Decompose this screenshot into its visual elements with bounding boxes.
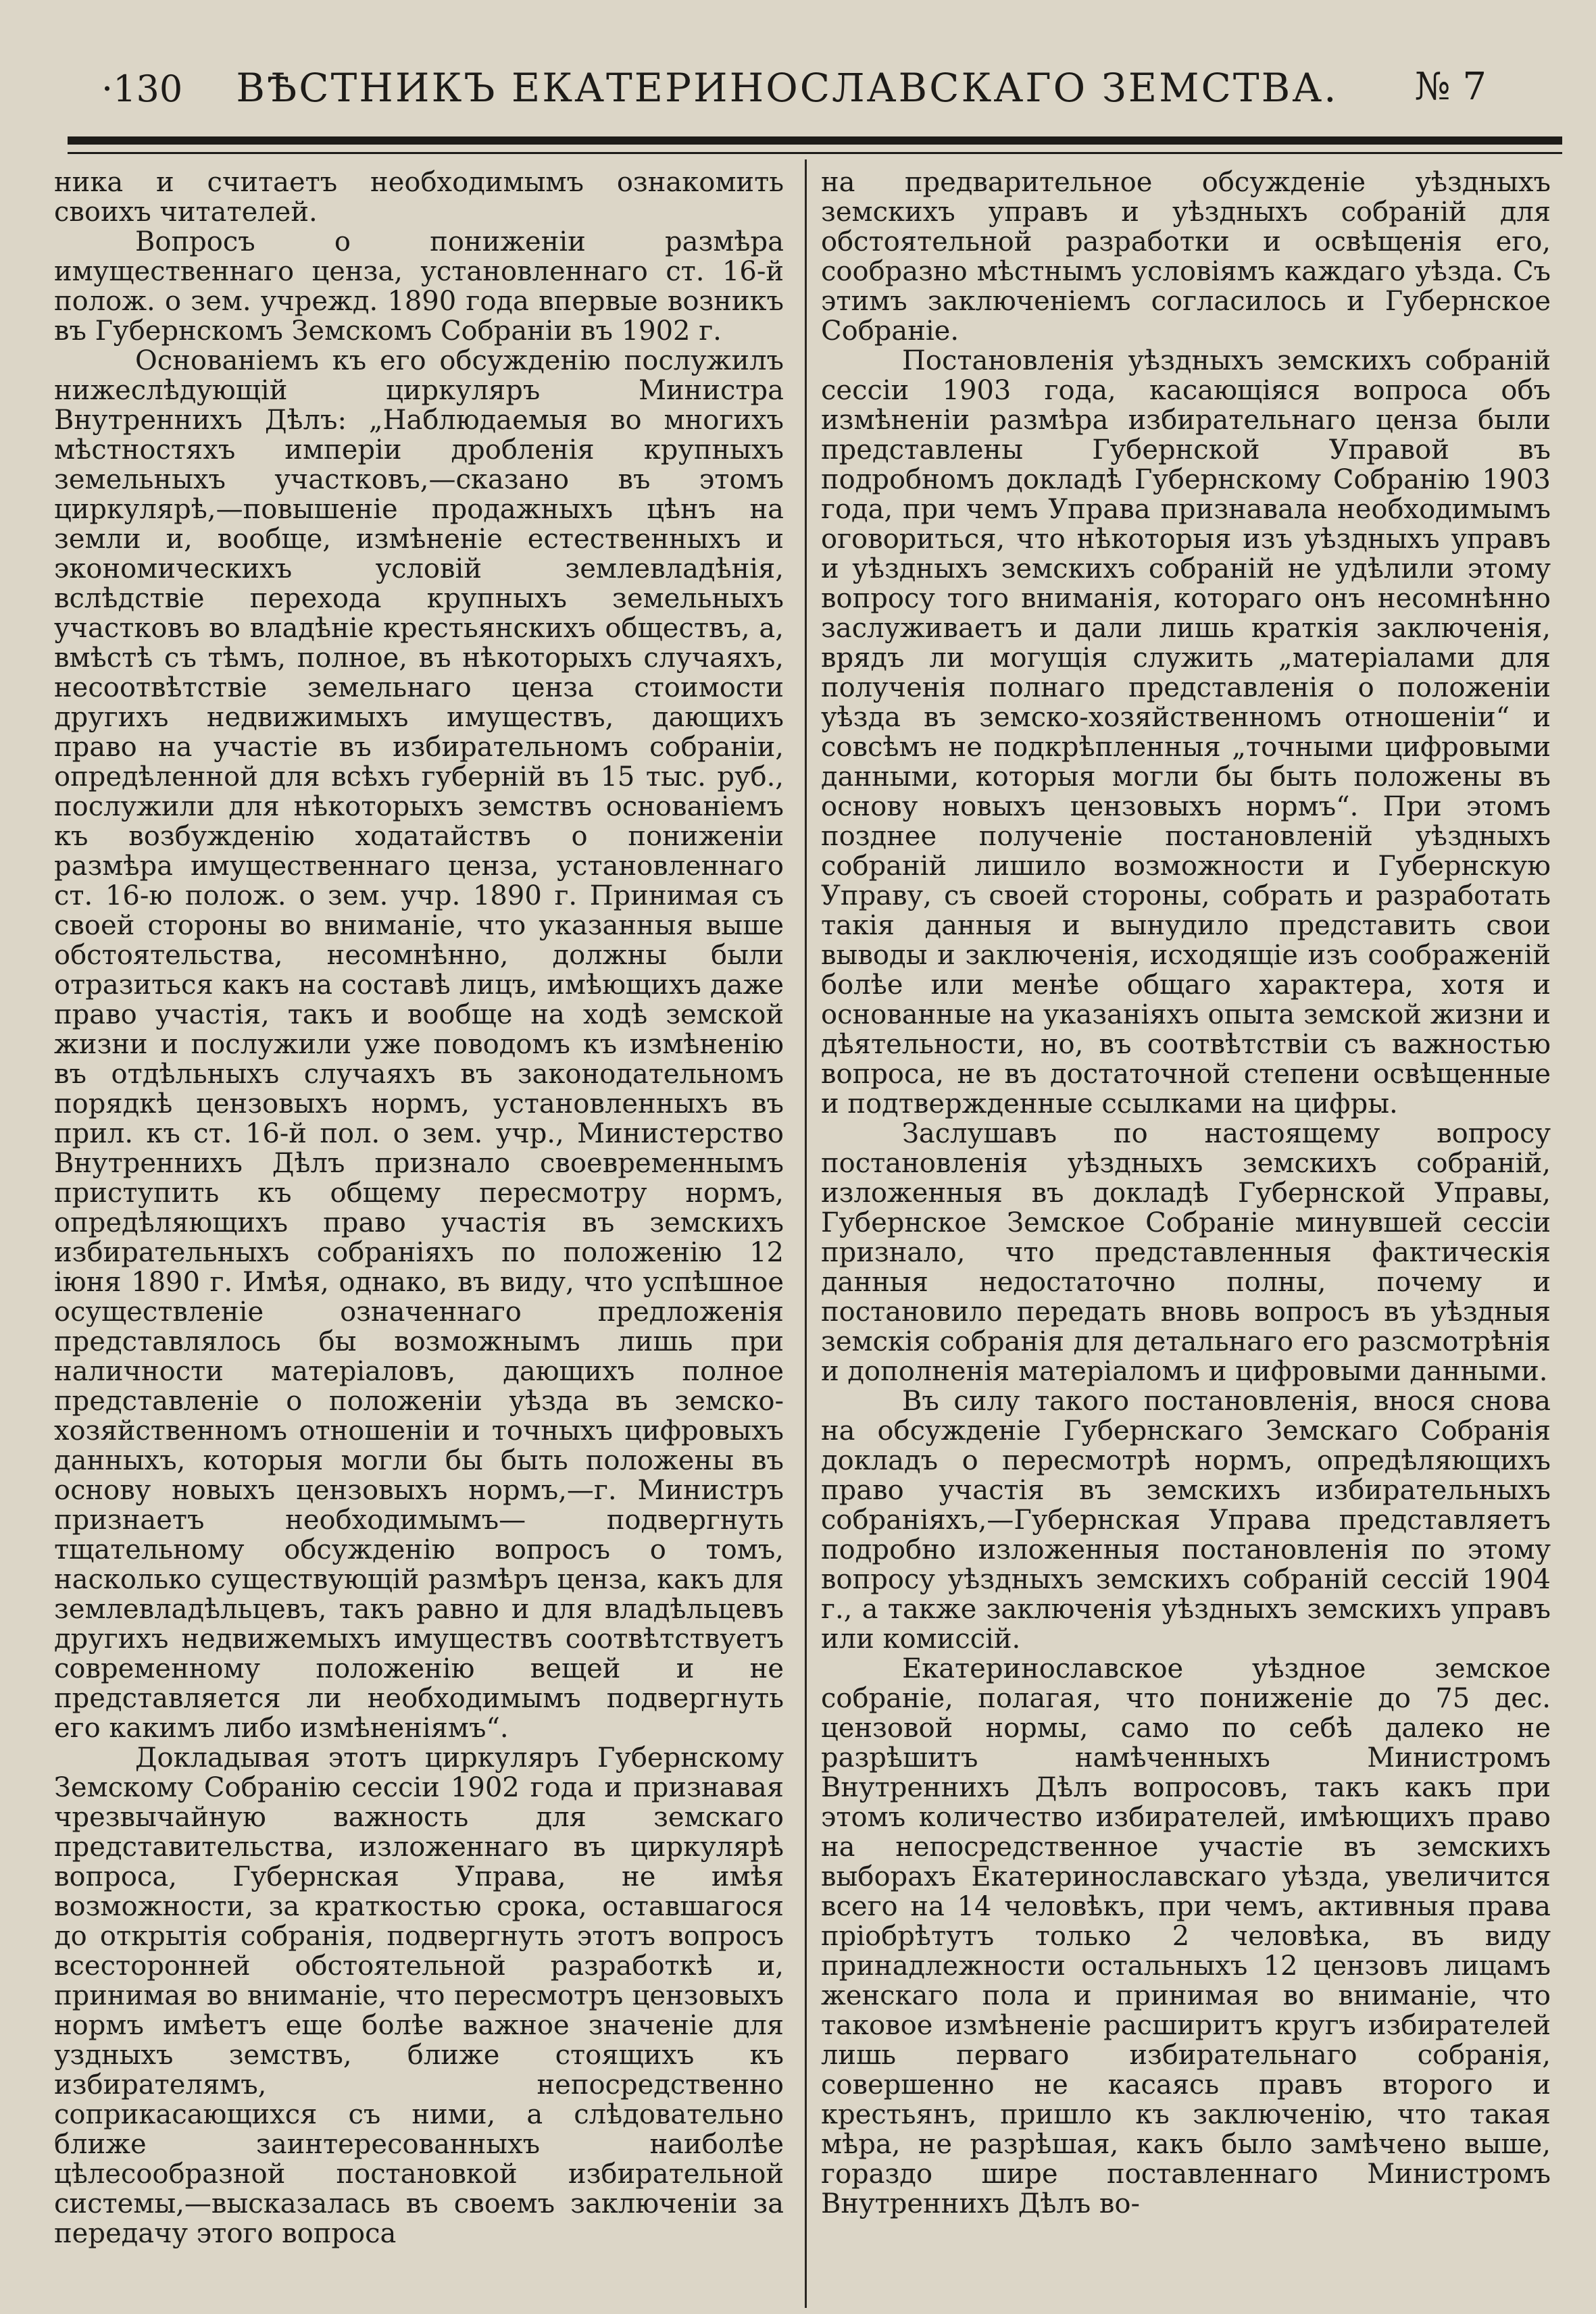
paragraph: Докладывая этотъ циркуляръ Губернскому Земскому Собранію сессіи 1902 года и признавая чрезвычайную важность для земскаго представительства, изложеннаго въ циркулярѣ вопроса, Губернская Управа, не имѣя возможности, за краткостью срока, оставшагося до открытія собранія, подвергнуть этотъ вопросъ всесторонней обстоятельной разработкѣ и, принимая во вниманіе, что пересмотръ цензовыхъ нормъ имѣетъ еще болѣе важное значеніе для уздныхъ земствъ, ближе стоящихъ къ избирателямъ, непосредственно соприкасающихся съ ними, а слѣдовательно ближе заинтересованныхъ наиболѣе цѣлесообразной постановкой избирательной системы,—высказалась въ своемъ заключеніи за передачу этого вопроса [54, 1742, 784, 2249]
paragraph: Въ силу такого постановленія, внося снова на обсужденіе Губернскаго Земскаго Собранія докладъ о пересмотрѣ нормъ, опредѣляющихъ право участія въ земскихъ избирательныхъ собраніяхъ,—Губернская Управа представляетъ подробно изложенныя постановленія по этому вопросу уѣздныхъ земскихъ собраній сессій 1904 г., а также заключенія уѣздныхъ земскихъ управъ или комиссій. [821, 1386, 1551, 1655]
paragraph: Вопросъ о пониженіи размѣра имущественнаго ценза, установленнаго ст. 16-й полож. о зем. учрежд. 1890 года впервые возникъ въ Губернскомъ Земскомъ Собраніи въ 1902 г. [54, 226, 784, 347]
header-rule-thick [68, 136, 1562, 145]
paragraph: Екатеринославское уѣздное земское собраніе, полагая, что пониженіе до 75 дес. цензовой нормы, само по себѣ далеко не разрѣшитъ намѣченныхъ Министромъ Внутреннихъ Дѣлъ вопросовъ, такъ какъ при этомъ количество избирателей, имѣющихъ право на непосредственное участіе въ земскихъ выборахъ Екатеринославскаго уѣзда, увеличится всего на 14 человѣкъ, при чемъ, активныя права пріобрѣтутъ только 2 человѣка, въ виду принадлежности остальныхъ 12 цензовъ лицамъ женскаго пола и принимая во вниманіе, что таковое измѣненіе расширитъ кругъ избирателей лишь перваго избирательнаго собранія, совершенно не касаясь правъ второго и крестьянъ, пришло къ заключенію, что такая мѣра, не разрѣшая, какъ было замѣчено выше, гораздо шире поставленнаго Министромъ Внутреннихъ Дѣлъ во- [821, 1653, 1551, 2219]
page-number: ·130 [101, 68, 183, 110]
paragraph: Постановленія уѣздныхъ земскихъ собраній сессіи 1903 года, касающіяся вопроса объ измѣненіи размѣра избирательнаго ценза были представлены Губернской Управой въ подробномъ докладѣ Губернскому Собранію 1903 года, при чемъ Управа признавала необходимымъ оговориться, что нѣкоторыя изъ уѣздныхъ управъ и уѣздныхъ земскихъ собраній не удѣлили этому вопросу того вниманія, котораго онъ несомнѣнно заслуживаетъ и дали лишь краткія заключенія, врядъ ли могущія служить „матеріалами для полученія полнаго представленія о положеніи уѣзда въ земско-хозяйственномъ отношеніи“ и совсѣмъ не подкрѣпленныя „точными цифровыми данными, которыя могли бы быть положены въ основу новыхъ цензовыхъ нормъ“. При этомъ позднее полученіе постановленій уѣздныхъ собраній лишило возможности и Губернскую Управу, съ своей стороны, собрать и разработать такія данныя и вынудило представить свои выводы и заключенія, исходящіе изъ соображеній болѣе или менѣе общаго характера, хотя и основанные на указаніяхъ опыта земской жизни и дѣятельности, но, въ соотвѣтствіи съ важностью вопроса, не въ достаточной степени освѣщенные и подтвержденные ссылками на цифры. [821, 345, 1551, 1120]
issue-number: № 7 [1414, 65, 1487, 109]
right-column [821, 168, 1551, 2219]
header-rule-thin [68, 152, 1562, 154]
page-header [74, 61, 1500, 122]
column-divider [805, 159, 807, 2308]
left-column [54, 168, 784, 2248]
paragraph: на предварительное обсужденіе уѣздныхъ земскихъ управъ и уѣздныхъ собраній для обстоятельной разработки и освѣщенія его, сообразно мѣстнымъ условіямъ каждаго уѣзда. Съ этимъ заключеніемъ согласилось и Губернское Собраніе. [821, 167, 1551, 347]
journal-title: ВѢСТНИКЪ ЕКАТЕРИНОСЛАВСКАГО ЗЕМСТВА. [236, 65, 1339, 111]
paragraph: Основаніемъ къ его обсужденію послужилъ нижеслѣдующій циркуляръ Министра Внутреннихъ Дѣлъ: „Наблюдаемыя во многихъ мѣстностяхъ имперіи дробленія крупныхъ земельныхъ участковъ,—сказано въ этомъ циркулярѣ,—повышеніе продажныхъ цѣнъ на земли и, вообще, измѣненіе естественныхъ и экономическихъ условій землевладѣнія, вслѣдствіе перехода крупныхъ земельныхъ участковъ во владѣніе крестьянскихъ обществъ, а, вмѣстѣ съ тѣмъ, полное, въ нѣкоторыхъ случаяхъ, несоотвѣтствіе земельнаго ценза стоимости другихъ недвижимыхъ имуществъ, дающихъ право на участіе въ избирательномъ собраніи, опредѣленной для всѣхъ губерній въ 15 тыс. руб., послужили для нѣкоторыхъ земствъ основаніемъ къ возбужденію ходатайствъ о пониженіи размѣра имущественнаго ценза, установленнаго ст. 16-ю полож. о зем. учр. 1890 г. Принимая съ своей стороны во вниманіе, что указанныя выше обстоятельства, несомнѣнно, должны были отразиться какъ на составѣ лицъ, имѣющихъ даже право участія, такъ и вообще на ходѣ земской жизни и послужили уже поводомъ къ измѣненію въ отдѣльныхъ случаяхъ въ законодательномъ порядкѣ цензовыхъ нормъ, установленныхъ въ прил. къ ст. 16-й пол. о зем. учр., Министерство Внутреннихъ Дѣлъ признало своевременнымъ приступить къ общему пересмотру нормъ, опредѣляющихъ право участія въ земскихъ избирательныхъ собраніяхъ по положенію 12 іюня 1890 г. Имѣя, однако, въ виду, что успѣшное осуществленіе означеннаго предложенія представлялось бы возможнымъ лишь при наличности матеріаловъ, дающихъ полное представленіе о положеніи уѣзда въ земско-хозяйственномъ отношеніи и точныхъ цифровыхъ данныхъ, которыя могли бы быть положены въ основу новыхъ цензовыхъ нормъ,—г. Министръ признаетъ необходимымъ— подвергнуть тщательному обсужденію вопросъ о томъ, насколько существующій размѣръ ценза, какъ для землевладѣльцевъ, такъ равно и для владѣльцевъ другихъ недвижемыхъ имуществъ соотвѣтствуетъ современному положенію вещей и не представляется ли необходимымъ подвергнуть его какимъ либо измѣненіямъ“. [54, 345, 784, 1744]
paragraph: Заслушавъ по настоящему вопросу постановленія уѣздныхъ земскихъ собраній, изложенныя въ докладѣ Губернской Управы, Губернское Земское Собраніе минувшей сессіи признало, что представленныя фактическія данныя недостаточно полны, почему и постановило передать вновь вопросъ въ уѣздныя земскія собранія для детальнаго его разсмотрѣнія и дополненія матеріаломъ и цифровыми данными. [821, 1118, 1551, 1387]
paragraph: ника и считаетъ необходимымъ ознакомить своихъ читателей. [54, 167, 784, 228]
